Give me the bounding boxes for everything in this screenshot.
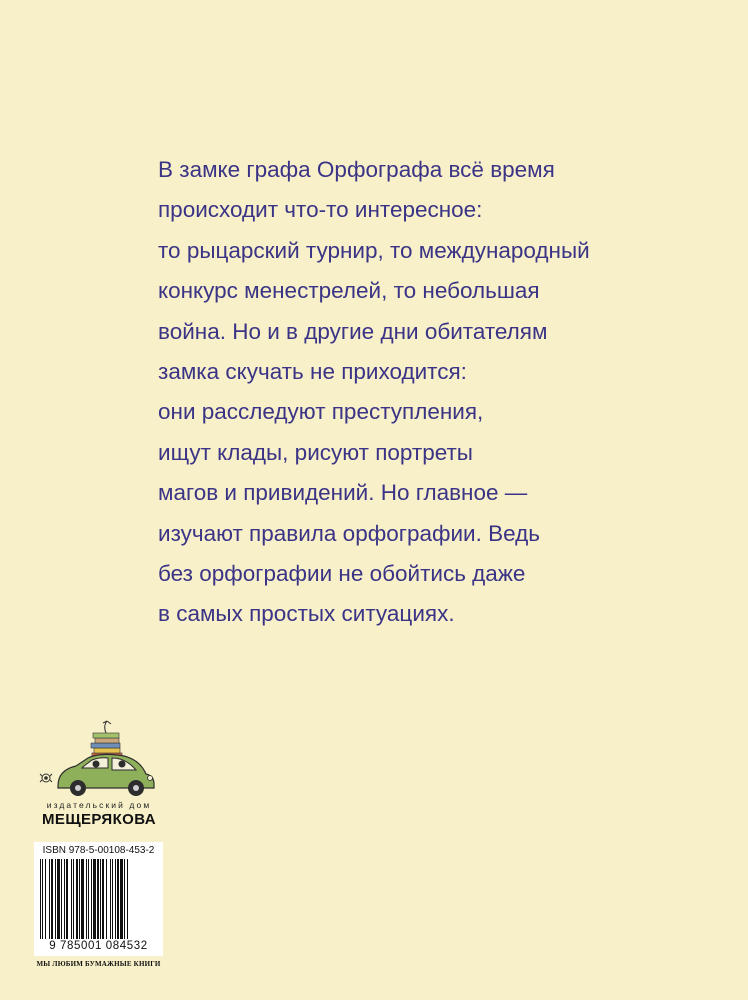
green-car-with-books-icon [36, 718, 166, 800]
barcode-bar [110, 859, 111, 939]
barcode-bar [106, 859, 107, 939]
publisher-slogan: МЫ ЛЮБИМ БУМАЖНЫЕ КНИГИ [36, 960, 161, 968]
barcode-bar [117, 859, 119, 939]
barcode-bar [57, 859, 60, 939]
barcode-bar [115, 859, 116, 939]
publisher-name: МЕЩЕРЯКОВА [42, 811, 156, 828]
barcode-bar [100, 859, 101, 939]
barcode-bar [120, 859, 123, 939]
barcode-bar [71, 859, 72, 939]
barcode-bar [88, 859, 89, 939]
barcode-bar [124, 859, 125, 939]
blurb-line: магов и привидений. Но главное — [158, 480, 528, 506]
barcode-bar [51, 859, 53, 939]
books-stack-icon [91, 721, 122, 758]
barcode-bar [86, 859, 87, 939]
barcode-bar [79, 859, 80, 939]
barcode-bar [64, 859, 65, 939]
barcode-bar [81, 859, 84, 939]
blurb-line: они расследуют преступления, [158, 399, 484, 425]
barcode-bar [76, 859, 78, 939]
barcode-icon [38, 859, 159, 941]
blurb-line: ищут клады, рисуют портреты [158, 439, 473, 465]
isbn-label: ISBN 978-5-00108-453-2 [42, 845, 155, 856]
blurb-line: В замке графа Орфографа всё время [158, 157, 555, 182]
isbn-barcode-block [34, 842, 163, 956]
blurb-line: в самых простых ситуациях. [158, 601, 455, 627]
barcode-bar [127, 859, 128, 939]
barcode-digits: 9 785001 084532 [49, 940, 148, 952]
barcode-bar [45, 859, 46, 939]
barcode-bar [112, 859, 113, 939]
barcode-bar [97, 859, 99, 939]
blurb-line: война. Но и в другие дни обитателям [158, 318, 548, 344]
barcode-bar [66, 859, 68, 939]
blurb-line: то рыцарский турнир, то международный [158, 237, 590, 263]
barcode-bar [49, 859, 50, 939]
barcode-bar [40, 859, 41, 939]
barcode-bar [73, 859, 74, 939]
blurb-line: происходит что-то интересное: [158, 197, 483, 223]
barcode-bar [61, 859, 62, 939]
blurb-line: замка скучать не приходится: [158, 358, 467, 384]
barcode-bar [93, 859, 96, 939]
back-cover-blurb [158, 150, 718, 635]
blurb-line: конкурс менестрелей, то небольшая [158, 278, 540, 304]
blurb-line: без орфографии не обойтись даже [158, 560, 526, 586]
barcode-bar [55, 859, 56, 939]
flower-doodle-icon [40, 774, 52, 782]
blurb-line: изучают правила орфографии. Ведь [158, 520, 540, 546]
publisher-subtitle: издательский дом [46, 800, 152, 810]
barcode-bar [91, 859, 92, 939]
barcode-bar [102, 859, 104, 939]
barcode-bar [42, 859, 43, 939]
